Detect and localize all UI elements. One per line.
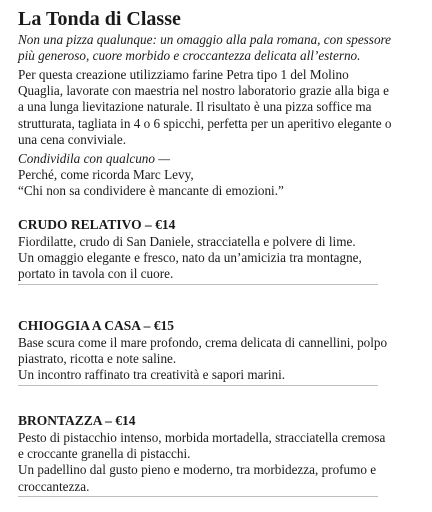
menu-item-line: Un omaggio elegante e fresco, nato da un’amicizia tra montagne, (18, 250, 362, 266)
subtitle-line: più generoso, cuore morbido e croccantezza delicata all’esterno. (18, 48, 361, 63)
share-lead: Condividila con qualcuno — (18, 151, 171, 167)
menu-item-line: Fiordilatte, crudo di San Daniele, stracciatella e polvere di lime. (18, 234, 356, 249)
menu-item-title: BRONTAZZA – €14 (18, 413, 136, 428)
section-divider (18, 284, 378, 285)
share-block (18, 151, 418, 199)
menu-item-line: e croccante granella di pistacchi. (18, 446, 191, 462)
section-divider (18, 496, 378, 497)
menu-item-line: Base scura come il mare profondo, crema delicata di cannellini, polpo (18, 335, 388, 350)
subtitle-line: Non una pizza qualunque: un omaggio alla pala romana, con spessore (18, 32, 392, 47)
intro-line: strutturata, tagliata in 4 o 6 spicchi, perfetta per un aperitivo elegante o (18, 115, 392, 131)
menu-item-line: Un padellino dal gusto pieno e moderno, tra morbidezza, profumo e (18, 462, 377, 478)
intro-line: una cena conviviale. (18, 131, 127, 147)
menu-item-line: Un incontro raffinato tra creatività e sapori marini. (18, 367, 286, 383)
menu-item-title: CRUDO RELATIVO – €14 (18, 217, 176, 232)
share-line: Perché, come ricorda Marc Levy, (18, 167, 194, 183)
menu-item-line: croccantezza. (18, 478, 90, 494)
page-subtitle (18, 32, 418, 64)
page-title: La Tonda di Classe (18, 8, 181, 30)
menu-item-chioggia-a-casa (18, 318, 418, 386)
intro-line: Quaglia, lavorate con maestria nel nostro laboratorio grazie alla biga e (18, 83, 389, 99)
intro-line: a una lunga lievitazione naturale. Il risultato è una pizza soffice ma (18, 99, 372, 115)
section-divider (18, 385, 378, 386)
menu-item-crudo-relativo (18, 217, 418, 285)
share-quote: “Chi non sa condividere è mancante di emozioni.” (18, 183, 284, 199)
menu-item-brontazza (18, 413, 418, 497)
menu-item-line: portato in tavola con il cuore. (18, 266, 174, 282)
menu-item-title: CHIOGGIA A CASA – €15 (18, 318, 175, 333)
intro-paragraph (18, 67, 418, 148)
intro-line: Per questa creazione utilizziamo farine Petra tipo 1 del Molino (18, 67, 349, 82)
menu-item-line: Pesto di pistacchio intenso, morbida mortadella, stracciatella cremosa (18, 430, 386, 445)
menu-item-line: piastrato, ricotta e note saline. (18, 351, 177, 367)
